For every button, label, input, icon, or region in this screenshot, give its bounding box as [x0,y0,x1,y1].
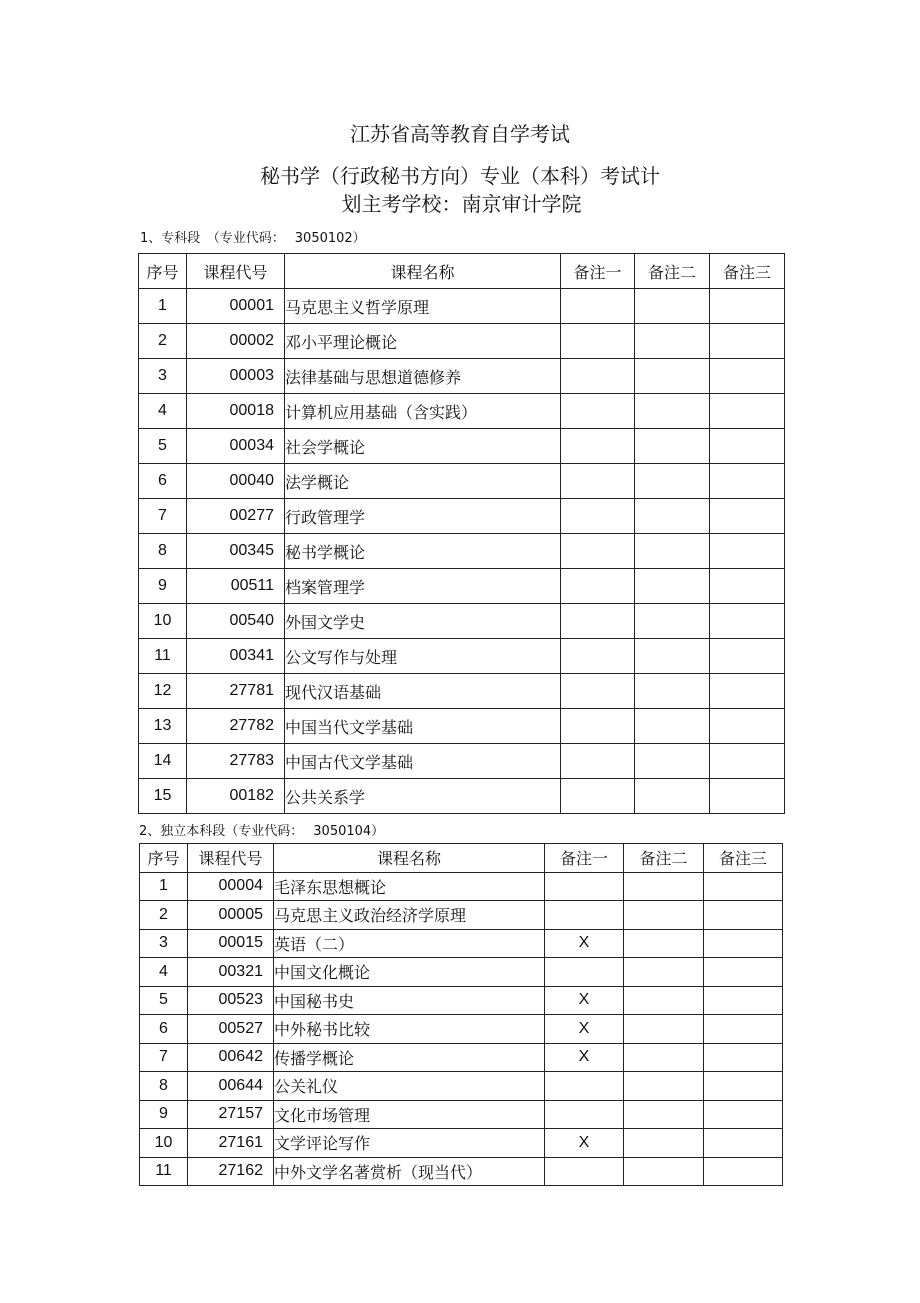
note-3 [710,744,785,779]
section-2-label: 2、独立本科段（专业代码： [139,824,304,839]
note-1 [545,901,624,930]
course-name: 社会学概论 [285,429,561,464]
table-header-row [140,844,783,873]
section-2-code: 3050104） [313,824,385,839]
table-row [140,872,783,901]
column-header: 序号 [140,844,188,873]
note-2 [624,901,704,930]
course-name: 文化市场管理 [274,1100,545,1129]
note-1 [561,744,635,779]
note-1: X [545,1129,624,1158]
note-3 [704,872,783,901]
table-row [139,359,785,394]
note-3 [710,604,785,639]
note-3 [704,1157,783,1186]
note-2 [635,709,710,744]
table-row [139,394,785,429]
note-3 [710,324,785,359]
note-1 [561,394,635,429]
course-code: 00015 [188,929,274,958]
row-number: 9 [139,569,187,604]
note-3 [704,1129,783,1158]
section-1-heading [140,227,366,246]
row-number: 6 [140,1015,188,1044]
note-3 [704,901,783,930]
section-2-heading [139,820,384,839]
note-2 [635,744,710,779]
column-header: 备注一 [561,254,635,289]
course-name: 公共关系学 [285,779,561,814]
course-name: 现代汉语基础 [285,674,561,709]
note-2 [635,464,710,499]
course-code: 00642 [188,1043,274,1072]
row-number: 5 [140,986,188,1015]
course-name: 计算机应用基础（含实践） [285,394,561,429]
column-header: 备注三 [704,844,783,873]
note-3 [710,499,785,534]
note-2 [635,779,710,814]
table-row [140,958,783,987]
course-code: 00003 [187,359,285,394]
course-code: 00523 [188,986,274,1015]
course-code: 00005 [188,901,274,930]
note-3 [710,359,785,394]
course-name: 文学评论写作 [274,1129,545,1158]
course-name: 秘书学概论 [285,534,561,569]
note-2 [635,289,710,324]
row-number: 4 [140,958,188,987]
note-1 [545,872,624,901]
note-2 [624,1129,704,1158]
course-name: 公文写作与处理 [285,639,561,674]
column-header: 课程代号 [187,254,285,289]
table-row [140,1129,783,1158]
note-2 [635,499,710,534]
row-number: 7 [140,1043,188,1072]
course-name: 中国秘书史 [274,986,545,1015]
document-title: 江苏省高等教育自学考试 [350,122,570,146]
note-3 [710,674,785,709]
row-number: 11 [139,639,187,674]
table-row [140,929,783,958]
column-header: 备注一 [545,844,624,873]
row-number: 8 [140,1072,188,1101]
column-header: 备注二 [624,844,704,873]
row-number: 12 [139,674,187,709]
note-3 [710,289,785,324]
note-3 [704,929,783,958]
table-row [140,986,783,1015]
table-header-row [139,254,785,289]
column-header: 序号 [139,254,187,289]
table-row [140,1157,783,1186]
course-code: 00345 [187,534,285,569]
table-row [139,569,785,604]
table-row [139,464,785,499]
column-header: 备注三 [710,254,785,289]
note-1 [561,674,635,709]
table-row [139,604,785,639]
note-3 [710,534,785,569]
row-number: 15 [139,779,187,814]
course-code: 00001 [187,289,285,324]
note-2 [624,872,704,901]
table-row [140,1072,783,1101]
course-name: 中外文学名著赏析（现当代） [274,1157,545,1186]
note-2 [624,929,704,958]
course-name: 中国古代文学基础 [285,744,561,779]
note-3 [704,986,783,1015]
note-1 [561,324,635,359]
note-2 [624,1015,704,1044]
note-1: X [545,1043,624,1072]
note-1: X [545,1015,624,1044]
note-2 [624,1157,704,1186]
course-code: 00277 [187,499,285,534]
column-header: 课程名称 [285,254,561,289]
table-row [139,499,785,534]
note-1 [561,499,635,534]
note-3 [704,958,783,987]
section-1-code: 3050102） [294,231,366,246]
note-2 [635,324,710,359]
row-number: 3 [139,359,187,394]
note-2 [635,604,710,639]
note-1 [561,709,635,744]
table-row [139,639,785,674]
note-1 [561,289,635,324]
course-code: 00341 [187,639,285,674]
note-2 [635,429,710,464]
course-code: 00644 [188,1072,274,1101]
course-code: 27781 [187,674,285,709]
row-number: 13 [139,709,187,744]
course-name: 法律基础与思想道德修养 [285,359,561,394]
note-3 [704,1043,783,1072]
note-2 [635,534,710,569]
note-1 [545,1100,624,1129]
note-1: X [545,929,624,958]
course-code: 00040 [187,464,285,499]
note-3 [704,1072,783,1101]
course-code: 00182 [187,779,285,814]
course-code: 00511 [187,569,285,604]
course-name: 传播学概论 [274,1043,545,1072]
note-2 [624,1100,704,1129]
note-1 [545,958,624,987]
table-row [139,779,785,814]
course-name: 中外秘书比较 [274,1015,545,1044]
note-2 [624,986,704,1015]
note-3 [710,709,785,744]
row-number: 4 [139,394,187,429]
course-name: 法学概论 [285,464,561,499]
note-3 [710,429,785,464]
table-row [139,289,785,324]
course-code: 00540 [187,604,285,639]
row-number: 2 [139,324,187,359]
note-2 [624,1043,704,1072]
note-1 [561,639,635,674]
course-name: 马克思主义哲学原理 [285,289,561,324]
row-number: 2 [140,901,188,930]
course-code: 00004 [188,872,274,901]
course-code: 27783 [187,744,285,779]
row-number: 8 [139,534,187,569]
note-1: X [545,986,624,1015]
course-name: 外国文学史 [285,604,561,639]
note-2 [635,639,710,674]
row-number: 6 [139,464,187,499]
note-3 [704,1015,783,1044]
note-3 [710,639,785,674]
section-1-label: 1、专科段 （专业代码： [140,231,285,246]
note-3 [710,464,785,499]
note-2 [635,394,710,429]
course-code: 27161 [188,1129,274,1158]
row-number: 9 [140,1100,188,1129]
course-table-junior-college [138,253,785,814]
row-number: 14 [139,744,187,779]
row-number: 11 [140,1157,188,1186]
column-header: 备注二 [635,254,710,289]
course-name: 公关礼仪 [274,1072,545,1101]
note-1 [545,1157,624,1186]
course-code: 27157 [188,1100,274,1129]
table-row [139,429,785,464]
note-1 [561,604,635,639]
column-header: 课程名称 [274,844,545,873]
row-number: 1 [139,289,187,324]
table-row [140,1015,783,1044]
row-number: 10 [140,1129,188,1158]
document-subtitle-continued: 划主考学校：南京审计学院 [341,192,582,216]
course-name: 行政管理学 [285,499,561,534]
table-row [140,901,783,930]
note-2 [635,359,710,394]
row-number: 7 [139,499,187,534]
note-1 [561,464,635,499]
note-1 [561,359,635,394]
table-row [139,324,785,359]
course-name: 中国当代文学基础 [285,709,561,744]
note-2 [624,958,704,987]
table-row [140,1100,783,1129]
table-row [139,709,785,744]
note-1 [561,429,635,464]
course-name: 中国文化概论 [274,958,545,987]
row-number: 5 [139,429,187,464]
table-row [139,534,785,569]
row-number: 3 [140,929,188,958]
course-name: 英语（二） [274,929,545,958]
course-table-bachelor [139,843,783,1186]
note-1 [561,779,635,814]
note-3 [704,1100,783,1129]
note-3 [710,569,785,604]
note-2 [635,674,710,709]
column-header: 课程代号 [188,844,274,873]
note-1 [561,534,635,569]
note-1 [561,569,635,604]
note-2 [624,1072,704,1101]
course-name: 毛泽东思想概论 [274,872,545,901]
course-name: 档案管理学 [285,569,561,604]
course-code: 27782 [187,709,285,744]
document-subtitle: 秘书学（行政秘书方向）专业（本科）考试计 [260,164,660,188]
course-code: 27162 [188,1157,274,1186]
table-row [139,674,785,709]
course-code: 00034 [187,429,285,464]
course-code: 00018 [187,394,285,429]
course-code: 00002 [187,324,285,359]
note-3 [710,779,785,814]
note-1 [545,1072,624,1101]
note-3 [710,394,785,429]
course-code: 00527 [188,1015,274,1044]
table-row [140,1043,783,1072]
course-name: 邓小平理论概论 [285,324,561,359]
table-row [139,744,785,779]
row-number: 1 [140,872,188,901]
note-2 [635,569,710,604]
course-name: 马克思主义政治经济学原理 [274,901,545,930]
row-number: 10 [139,604,187,639]
course-code: 00321 [188,958,274,987]
